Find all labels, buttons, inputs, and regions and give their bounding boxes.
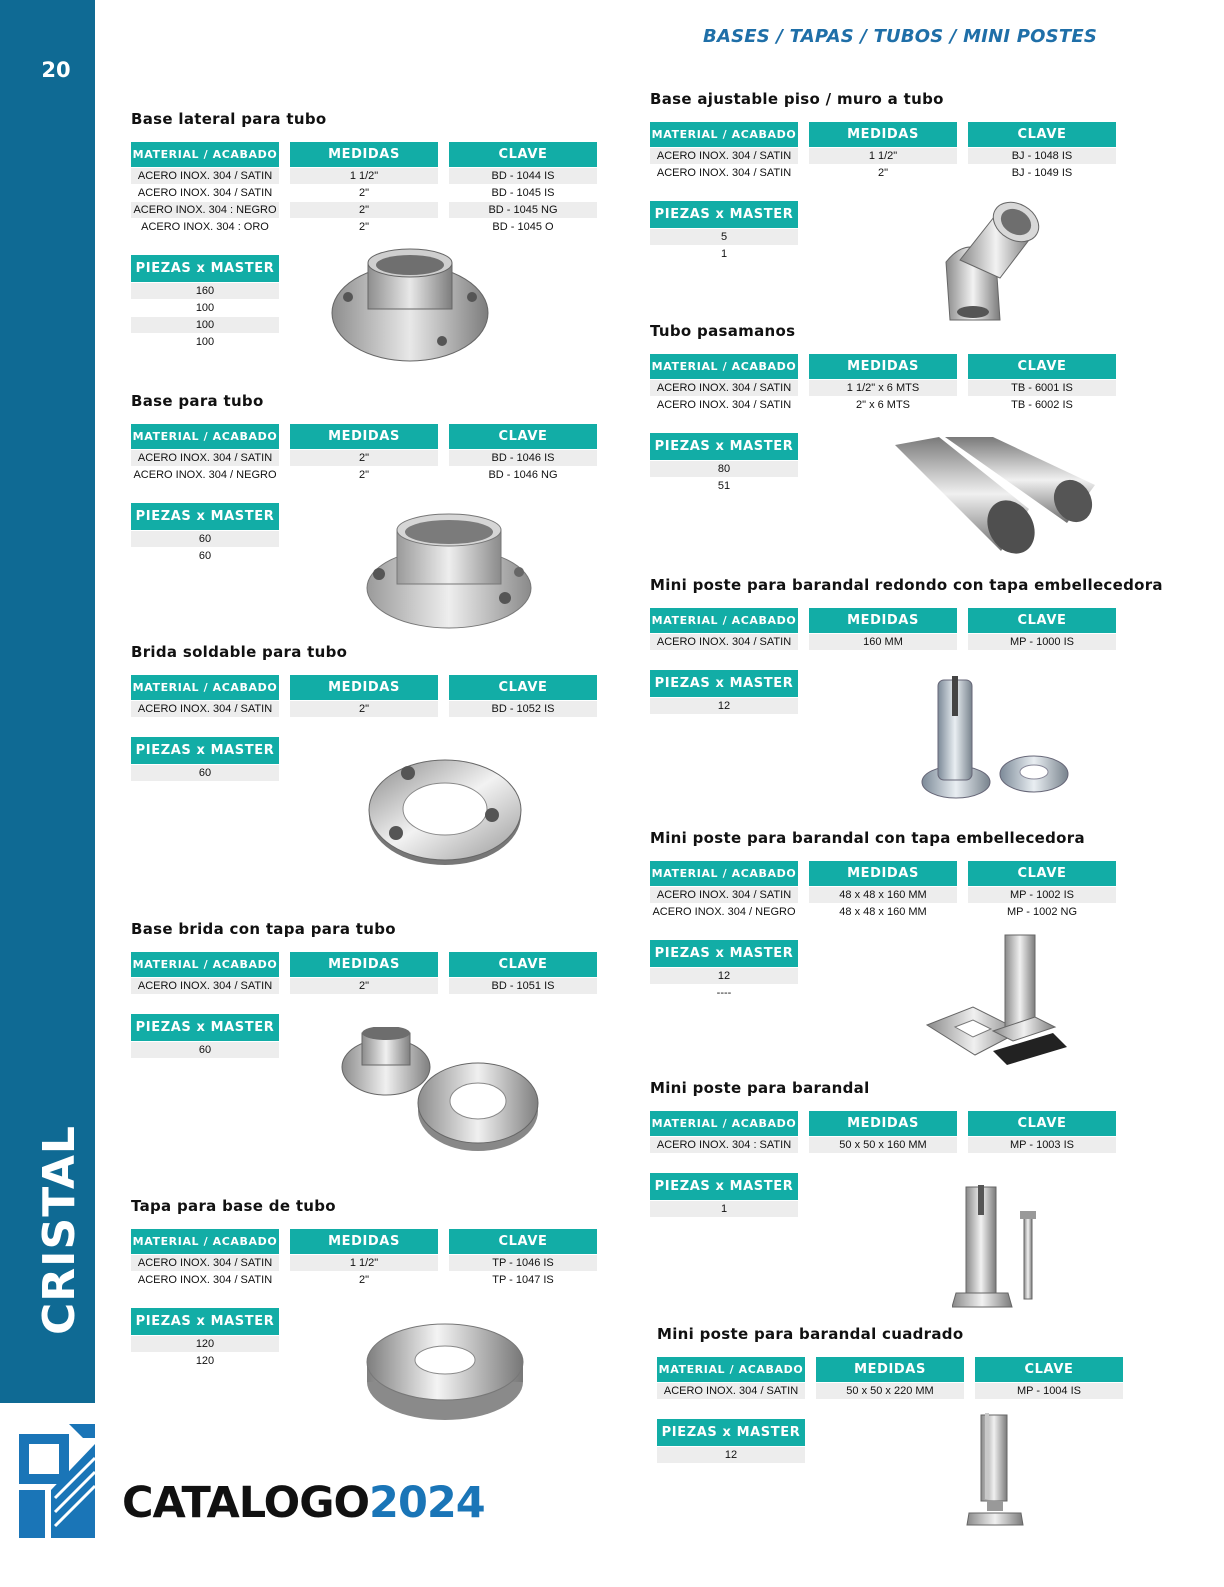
- clave-cell: BD - 1045 NG: [449, 201, 597, 218]
- clave-header: CLAVE: [968, 608, 1116, 633]
- pieces-header: PIEZAS x MASTER: [650, 1173, 798, 1200]
- medidas-cell: 2": [809, 164, 957, 181]
- material-cell: ACERO INOX. 304 : ORO: [131, 218, 279, 235]
- clave-cell: BD - 1045 O: [449, 218, 597, 235]
- medidas-cell: 2" x 6 MTS: [809, 396, 957, 413]
- clave-header: CLAVE: [449, 952, 597, 977]
- clave-cell: MP - 1002 NG: [968, 903, 1116, 920]
- clave-cell: TP - 1047 IS: [449, 1271, 597, 1288]
- spec-table: [650, 608, 1130, 650]
- material-cell: ACERO INOX. 304 / SATIN: [650, 164, 798, 181]
- clave-header: CLAVE: [449, 424, 597, 449]
- pieces-cell: 5: [650, 228, 798, 245]
- spec-table: [131, 1229, 611, 1288]
- medidas-cell: 2": [290, 466, 438, 483]
- pieces-cell: 51: [650, 477, 798, 494]
- medidas-cell: 1 1/2": [809, 147, 957, 164]
- medidas-header: MEDIDAS: [290, 952, 438, 977]
- clave-cell: BD - 1046 NG: [449, 466, 597, 483]
- medidas-cell: 2": [290, 1271, 438, 1288]
- spec-table: [650, 122, 1130, 181]
- material-cell: ACERO INOX. 304 / SATIN: [131, 977, 279, 994]
- clave-column: [449, 424, 597, 483]
- pieces-cell: 160: [131, 282, 279, 299]
- pieces-table: [131, 737, 279, 781]
- pieces-cell: 1: [650, 1200, 798, 1217]
- pieces-header: PIEZAS x MASTER: [657, 1419, 805, 1446]
- page-number: 20: [41, 58, 71, 82]
- material-header: MATERIAL / ACABADO: [131, 952, 279, 977]
- product-title: Base ajustable piso / muro a tubo: [650, 90, 944, 108]
- material-column: [131, 675, 279, 717]
- pieces-cell: 60: [131, 547, 279, 564]
- medidas-header: MEDIDAS: [816, 1357, 964, 1382]
- tube-cap-image: [366, 1322, 524, 1422]
- pieces-table: [131, 255, 279, 350]
- pieces-header: PIEZAS x MASTER: [131, 503, 279, 530]
- material-column: [650, 122, 798, 181]
- clave-column: [968, 861, 1116, 920]
- clave-column: [968, 354, 1116, 413]
- medidas-cell: 1 1/2": [290, 167, 438, 184]
- clave-cell: MP - 1002 IS: [968, 886, 1116, 903]
- pieces-table: [650, 940, 798, 1001]
- clave-column: [968, 1111, 1116, 1153]
- weld-flange-image: [368, 755, 522, 867]
- clave-header: CLAVE: [449, 142, 597, 167]
- medidas-header: MEDIDAS: [290, 675, 438, 700]
- medidas-cell: 2": [290, 184, 438, 201]
- pieces-cell: 12: [650, 967, 798, 984]
- material-header: MATERIAL / ACABADO: [131, 424, 279, 449]
- pieces-table: [657, 1419, 805, 1463]
- spec-table: [131, 142, 611, 235]
- pieces-header: PIEZAS x MASTER: [131, 1014, 279, 1041]
- material-header: MATERIAL / ACABADO: [131, 1229, 279, 1254]
- pieces-table: [131, 503, 279, 564]
- medidas-column: [290, 424, 438, 483]
- pieces-cell: 120: [131, 1335, 279, 1352]
- medidas-column: [290, 952, 438, 994]
- clave-column: [449, 952, 597, 994]
- material-column: [131, 952, 279, 994]
- pieces-table: [650, 433, 798, 494]
- spec-table: [131, 424, 611, 483]
- pieces-table: [131, 1308, 279, 1369]
- medidas-cell: 48 x 48 x 160 MM: [809, 903, 957, 920]
- lateral-base-image: [330, 245, 490, 365]
- clave-cell: BJ - 1049 IS: [968, 164, 1116, 181]
- material-header: MATERIAL / ACABADO: [131, 675, 279, 700]
- medidas-column: [816, 1357, 964, 1399]
- material-cell: ACERO INOX. 304 / SATIN: [131, 1271, 279, 1288]
- clave-cell: TP - 1046 IS: [449, 1254, 597, 1271]
- medidas-header: MEDIDAS: [809, 354, 957, 379]
- medidas-cell: 50 x 50 x 160 MM: [809, 1136, 957, 1153]
- medidas-column: [809, 354, 957, 413]
- pieces-header: PIEZAS x MASTER: [650, 940, 798, 967]
- pieces-header: PIEZAS x MASTER: [131, 255, 279, 282]
- clave-header: CLAVE: [975, 1357, 1123, 1382]
- footer-word: CATALOGO: [122, 1478, 370, 1528]
- product-title: Mini poste para barandal cuadrado: [657, 1325, 964, 1343]
- product-title: Base brida con tapa para tubo: [131, 920, 396, 938]
- square-mini-post-image: [965, 1413, 1025, 1527]
- pieces-table: [650, 670, 798, 714]
- pieces-table: [131, 1014, 279, 1058]
- mini-post-cover-image: [925, 933, 1071, 1073]
- material-cell: ACERO INOX. 304 / SATIN: [650, 633, 798, 650]
- pieces-cell: 120: [131, 1352, 279, 1369]
- clave-cell: BD - 1046 IS: [449, 449, 597, 466]
- mini-post-image: [952, 1185, 1042, 1309]
- material-header: MATERIAL / ACABADO: [650, 122, 798, 147]
- pieces-cell: 100: [131, 299, 279, 316]
- clave-cell: BD - 1052 IS: [449, 700, 597, 717]
- brand-logo-icon: [15, 1420, 97, 1542]
- medidas-column: [290, 142, 438, 235]
- material-cell: ACERO INOX. 304 / SATIN: [650, 379, 798, 396]
- medidas-column: [809, 861, 957, 920]
- pieces-header: PIEZAS x MASTER: [131, 737, 279, 764]
- product-section: [650, 1079, 1130, 1217]
- material-cell: ACERO INOX. 304 / SATIN: [650, 396, 798, 413]
- medidas-header: MEDIDAS: [290, 1229, 438, 1254]
- clave-header: CLAVE: [449, 675, 597, 700]
- clave-cell: MP - 1004 IS: [975, 1382, 1123, 1399]
- handrail-tube-image: [895, 437, 1095, 559]
- medidas-header: MEDIDAS: [809, 608, 957, 633]
- material-header: MATERIAL / ACABADO: [650, 861, 798, 886]
- material-column: [657, 1357, 805, 1399]
- clave-column: [968, 122, 1116, 181]
- medidas-header: MEDIDAS: [290, 142, 438, 167]
- medidas-cell: 50 x 50 x 220 MM: [816, 1382, 964, 1399]
- material-cell: ACERO INOX. 304 : SATIN: [650, 1136, 798, 1153]
- material-header: MATERIAL / ACABADO: [657, 1357, 805, 1382]
- medidas-column: [809, 1111, 957, 1153]
- medidas-cell: 2": [290, 977, 438, 994]
- material-header: MATERIAL / ACABADO: [650, 1111, 798, 1136]
- spec-table: [650, 354, 1130, 413]
- pieces-cell: ----: [650, 984, 798, 1001]
- clave-column: [449, 1229, 597, 1288]
- material-cell: ACERO INOX. 304 / NEGRO: [131, 466, 279, 483]
- spec-table: [650, 1111, 1130, 1153]
- material-column: [650, 608, 798, 650]
- clave-cell: MP - 1003 IS: [968, 1136, 1116, 1153]
- spec-table: [131, 675, 611, 717]
- medidas-column: [290, 1229, 438, 1288]
- clave-cell: BD - 1045 IS: [449, 184, 597, 201]
- medidas-header: MEDIDAS: [290, 424, 438, 449]
- material-cell: ACERO INOX. 304 / SATIN: [131, 449, 279, 466]
- pieces-header: PIEZAS x MASTER: [650, 201, 798, 228]
- category-title: BASES / TAPAS / TUBOS / MINI POSTES: [703, 26, 1097, 47]
- medidas-column: [290, 675, 438, 717]
- material-column: [650, 861, 798, 920]
- pieces-cell: 100: [131, 316, 279, 333]
- clave-cell: BD - 1051 IS: [449, 977, 597, 994]
- flange-cap-image: [340, 1027, 540, 1157]
- pieces-table: [650, 1173, 798, 1217]
- material-cell: ACERO INOX. 304 / SATIN: [131, 700, 279, 717]
- product-title: Tapa para base de tubo: [131, 1197, 336, 1215]
- pieces-cell: 12: [650, 697, 798, 714]
- medidas-column: [809, 608, 957, 650]
- material-header: MATERIAL / ACABADO: [131, 142, 279, 167]
- clave-header: CLAVE: [968, 122, 1116, 147]
- material-column: [650, 354, 798, 413]
- material-cell: ACERO INOX. 304 / SATIN: [657, 1382, 805, 1399]
- clave-column: [968, 608, 1116, 650]
- medidas-header: MEDIDAS: [809, 122, 957, 147]
- pieces-cell: 60: [131, 530, 279, 547]
- medidas-cell: 160 MM: [809, 633, 957, 650]
- medidas-column: [809, 122, 957, 181]
- material-cell: ACERO INOX. 304 / SATIN: [131, 1254, 279, 1271]
- material-cell: ACERO INOX. 304 : NEGRO: [131, 201, 279, 218]
- clave-header: CLAVE: [449, 1229, 597, 1254]
- catalog-footer-title: [122, 1478, 485, 1528]
- clave-cell: TB - 6002 IS: [968, 396, 1116, 413]
- clave-header: CLAVE: [968, 861, 1116, 886]
- tube-base-image: [365, 508, 533, 630]
- material-column: [131, 1229, 279, 1288]
- pieces-header: PIEZAS x MASTER: [650, 670, 798, 697]
- product-title: Base lateral para tubo: [131, 110, 327, 128]
- clave-column: [449, 142, 597, 235]
- material-cell: ACERO INOX. 304 / NEGRO: [650, 903, 798, 920]
- medidas-cell: 48 x 48 x 160 MM: [809, 886, 957, 903]
- pieces-header: PIEZAS x MASTER: [650, 433, 798, 460]
- pieces-cell: 60: [131, 764, 279, 781]
- product-title: Tubo pasamanos: [650, 322, 796, 340]
- pieces-header: PIEZAS x MASTER: [131, 1308, 279, 1335]
- medidas-header: MEDIDAS: [809, 861, 957, 886]
- pieces-table: [650, 201, 798, 262]
- pieces-cell: 12: [657, 1446, 805, 1463]
- product-title: Mini poste para barandal con tapa embellecedora: [650, 829, 1085, 847]
- material-column: [131, 142, 279, 235]
- material-header: MATERIAL / ACABADO: [650, 354, 798, 379]
- product-section: [650, 90, 1130, 262]
- adjustable-base-image: [940, 192, 1050, 324]
- medidas-cell: 2": [290, 700, 438, 717]
- clave-header: CLAVE: [968, 354, 1116, 379]
- clave-cell: BD - 1044 IS: [449, 167, 597, 184]
- clave-header: CLAVE: [968, 1111, 1116, 1136]
- medidas-header: MEDIDAS: [809, 1111, 957, 1136]
- product-title: Mini poste para barandal redondo con tapa embellecedora: [650, 576, 1163, 594]
- side-label: CRISTAL: [34, 1125, 85, 1335]
- medidas-cell: 1 1/2" x 6 MTS: [809, 379, 957, 396]
- clave-cell: TB - 6001 IS: [968, 379, 1116, 396]
- pieces-cell: 60: [131, 1041, 279, 1058]
- medidas-cell: 2": [290, 218, 438, 235]
- product-title: Base para tubo: [131, 392, 264, 410]
- medidas-cell: 1 1/2": [290, 1254, 438, 1271]
- medidas-cell: 2": [290, 201, 438, 218]
- clave-cell: BJ - 1048 IS: [968, 147, 1116, 164]
- material-cell: ACERO INOX. 304 / SATIN: [131, 167, 279, 184]
- pieces-cell: 80: [650, 460, 798, 477]
- material-column: [650, 1111, 798, 1153]
- footer-year: 2024: [369, 1478, 485, 1528]
- material-cell: ACERO INOX. 304 / SATIN: [650, 886, 798, 903]
- clave-cell: MP - 1000 IS: [968, 633, 1116, 650]
- spec-table: [131, 952, 611, 994]
- material-column: [131, 424, 279, 483]
- round-mini-post-image: [920, 676, 1070, 802]
- material-header: MATERIAL / ACABADO: [650, 608, 798, 633]
- clave-column: [449, 675, 597, 717]
- material-cell: ACERO INOX. 304 / SATIN: [650, 147, 798, 164]
- medidas-cell: 2": [290, 449, 438, 466]
- product-title: Brida soldable para tubo: [131, 643, 348, 661]
- clave-column: [975, 1357, 1123, 1399]
- spec-table: [650, 861, 1130, 920]
- product-section: [657, 1325, 1137, 1463]
- material-cell: ACERO INOX. 304 / SATIN: [131, 184, 279, 201]
- product-title: Mini poste para barandal: [650, 1079, 870, 1097]
- pieces-cell: 100: [131, 333, 279, 350]
- pieces-cell: 1: [650, 245, 798, 262]
- spec-table: [657, 1357, 1137, 1399]
